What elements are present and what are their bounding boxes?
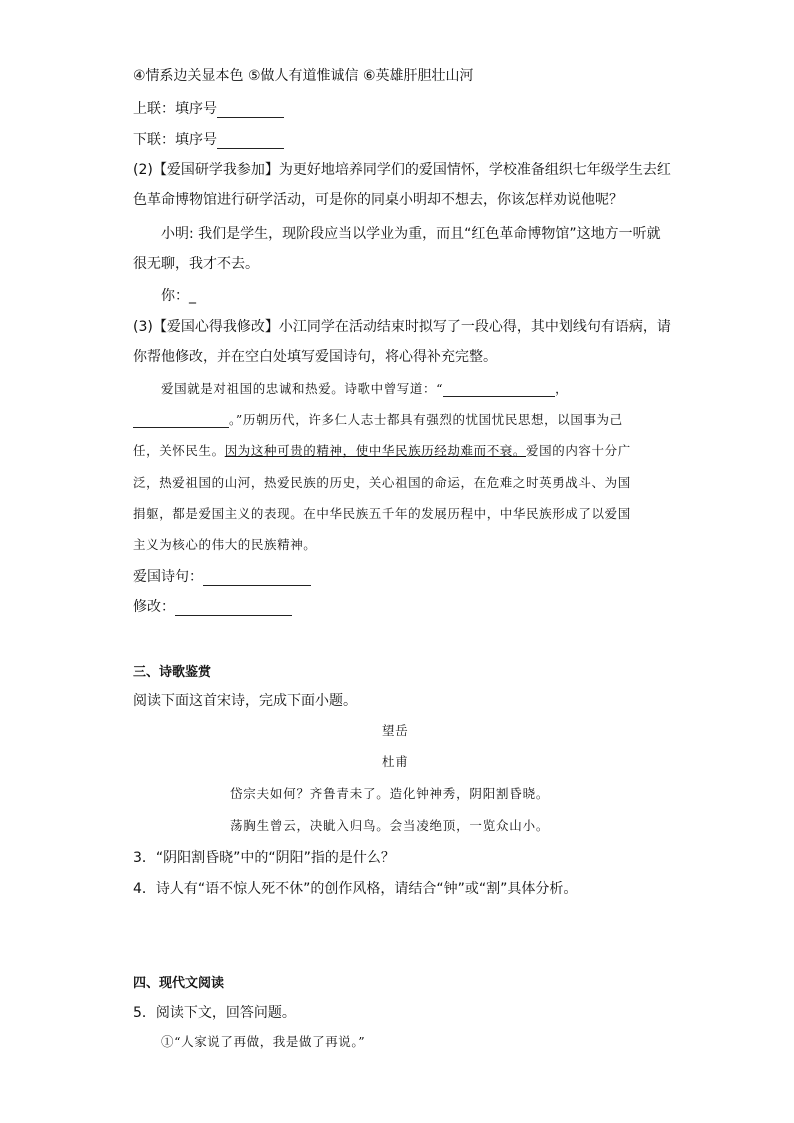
excerpt-line2-text: 。”历朝历代，许多仁人志士都具有强烈的忧国忧民思想，以国事为己 — [229, 412, 623, 427]
revise-blank[interactable] — [175, 601, 292, 616]
patriotic-poem-blank[interactable] — [203, 571, 311, 586]
lower-couplet-label: 下联：填序号 — [133, 132, 217, 148]
section3-intro: 阅读下面这首宋诗，完成下面小题。 — [133, 693, 357, 709]
excerpt-line5: 捐躯，都是爱国主义的表现。在中华民族五千年的发展历程中，中华民族形成了以爱国 — [133, 506, 631, 521]
xiaoming-line1: 小明: 我们是学生，现阶段应当以学业为重，而且“红色革命博物馆”这地方一听就 — [161, 226, 661, 242]
q3-line1: (3)【爱国心得我修改】小江同学在活动结束时拟写了一段心得，其中划线句有语病，请 — [133, 319, 671, 335]
excerpt-line1-text: 爱国就是对祖国的忠诚和热爱。诗歌中曾写道：“ — [161, 381, 444, 396]
q3-line2: 你帮他修改，并在空白处填写爱国诗句，将心得补充完整。 — [133, 349, 497, 365]
question-3: 3．“阴阳割昏晓”中的“阴阳”指的是什么？ — [133, 850, 395, 866]
underlined-faulty-sentence: 因为这种可贵的精神，使中华民族历经劫难而不衰。 — [224, 443, 527, 458]
q2-line1: (2)【爱国研学我参加】为更好地培养同学们的爱国情怀，学校准备组织七年级学生去红 — [133, 162, 671, 178]
section4-heading: 四、现代文阅读 — [133, 976, 225, 991]
you-answer-label[interactable]: 你：_ — [161, 288, 196, 304]
poem-blank-1[interactable] — [443, 382, 555, 397]
poem-title: 望岳 — [382, 723, 409, 738]
poem-blank-2[interactable] — [133, 413, 229, 428]
revise-row — [133, 598, 292, 616]
poem-author: 杜甫 — [382, 754, 409, 769]
poem-line1: 岱宗夫如何？齐鲁青未了。造化钟神秀，阴阳割昏晓。 — [230, 786, 550, 801]
upper-couplet-label: 上联：填序号 — [133, 101, 217, 117]
lower-couplet-blank[interactable] — [217, 134, 284, 149]
lower-couplet-row — [133, 131, 284, 149]
reading-paragraph-1: ①“人家说了再做，我是做了再说。” — [161, 1034, 366, 1049]
question-4: 4．诗人有“语不惊人死不休”的创作风格，请结合“钟”或“割”具体分析。 — [133, 881, 578, 897]
q2-line2: 色革命博物馆进行研学活动，可是你的同桌小明却不想去，你该怎样劝说他呢？ — [133, 192, 623, 208]
excerpt-line4: 泛，热爱祖国的山河，热爱民族的历史，关心祖国的命运，在危难之时英勇战斗、为国 — [133, 475, 631, 490]
question-5: 5．阅读下文，回答问题。 — [133, 1005, 296, 1021]
excerpt-line2 — [133, 412, 623, 428]
upper-couplet-blank[interactable] — [217, 103, 284, 118]
patriotic-poem-label: 爱国诗句： — [133, 569, 203, 585]
patriotic-poem-row — [133, 568, 311, 586]
excerpt-line3 — [133, 443, 631, 459]
excerpt-line3-tail: 爱国的内容十分广 — [526, 443, 631, 458]
xiaoming-line2: 很无聊，我才不去。 — [133, 256, 259, 272]
poem-line2: 荡胸生曾云，决眦入归鸟。会当凌绝顶，一览众山小。 — [230, 818, 550, 833]
upper-couplet-row — [133, 100, 284, 118]
excerpt-line6: 主义为核心的伟大的民族精神。 — [133, 537, 317, 552]
revise-label: 修改： — [133, 599, 175, 615]
excerpt-line3-text: 任，关怀民生。 — [133, 443, 225, 458]
excerpt-line1 — [161, 381, 568, 397]
section3-heading: 三、诗歌鉴赏 — [133, 665, 212, 680]
couplet-options: ④情系边关显本色 ⑤做人有道惟诚信 ⑥英雄肝胆壮山河 — [133, 68, 474, 84]
excerpt-line1-comma: ， — [555, 381, 569, 396]
